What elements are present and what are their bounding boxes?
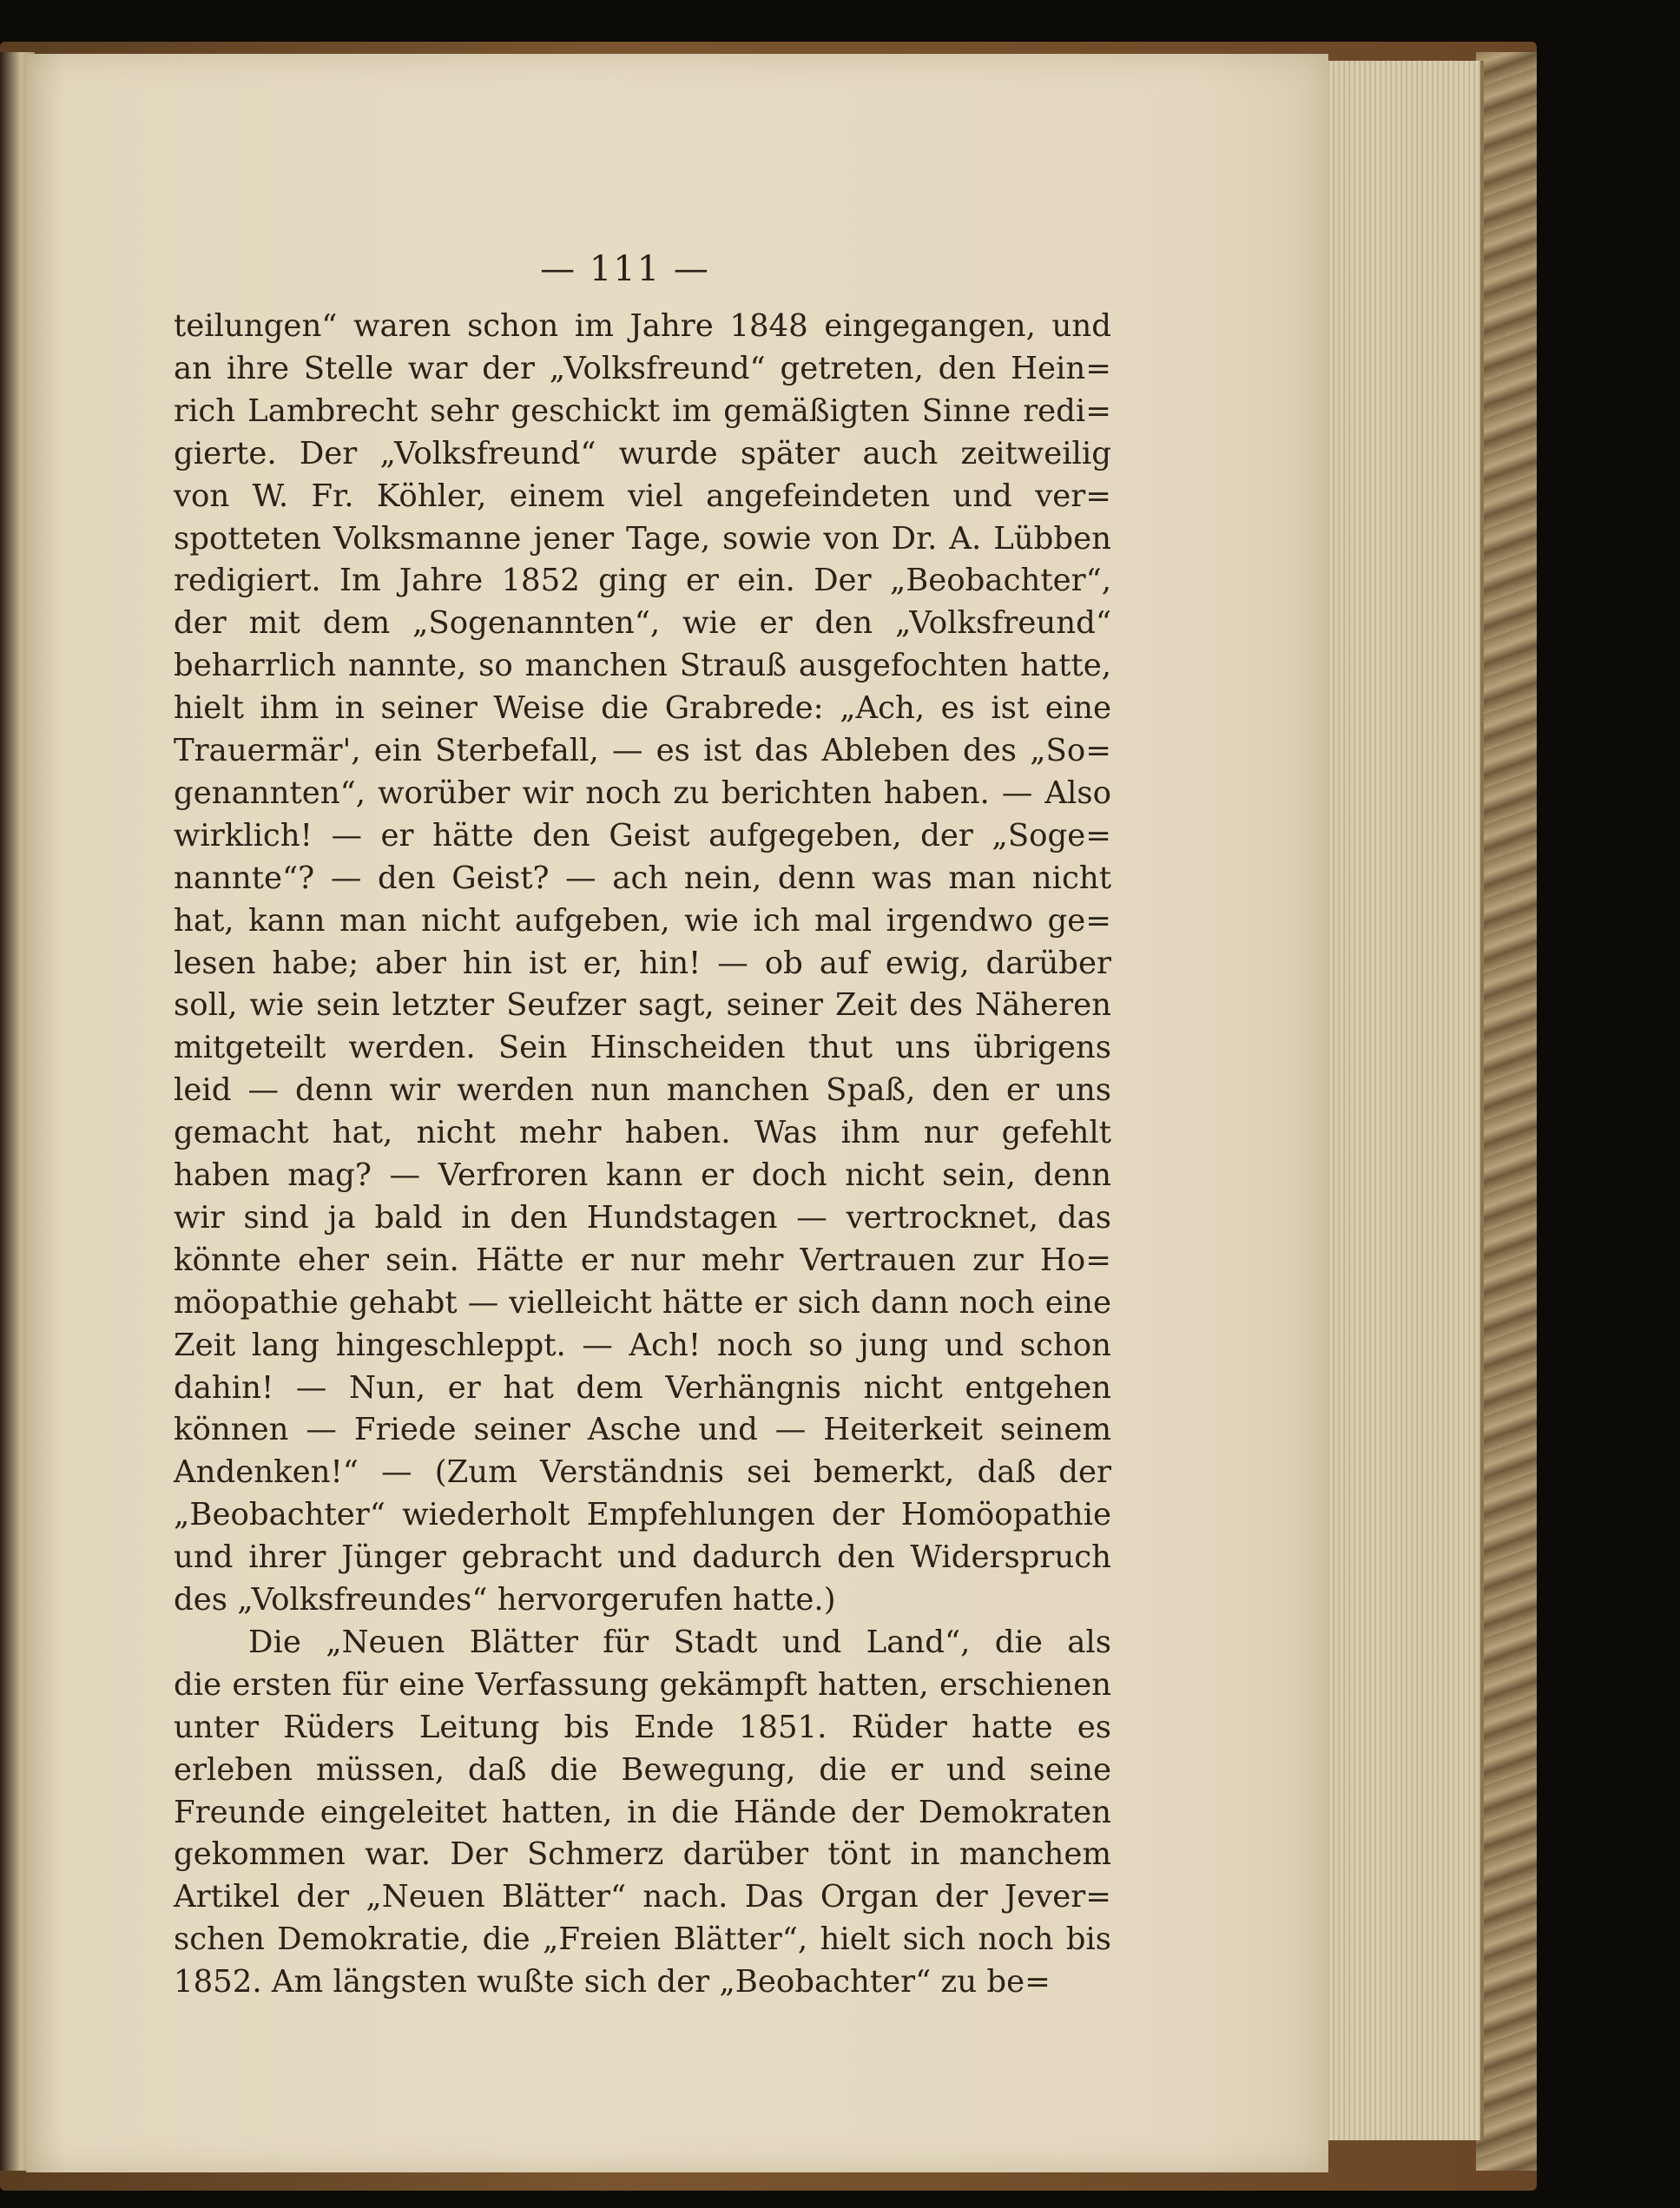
- text-line: nannte“? — den Geist? — ach nein, denn was man nicht: [174, 860, 1111, 896]
- text-line: möopathie gehabt — vielleicht hätte er sich dann noch eine: [174, 1284, 1111, 1321]
- text-line: von W. Fr. Köhler, einem viel angefeindeten und ver=: [174, 478, 1111, 514]
- text-line: hielt ihm in seiner Weise die Grabrede: „Ach, es ist eine: [174, 690, 1111, 727]
- text-line: unter Rüders Leitung bis Ende 1851. Rüder hatte es: [174, 1709, 1111, 1745]
- text-line: Die „Neuen Blätter für Stadt und Land“, die als: [248, 1624, 1111, 1660]
- text-line: Artikel der „Neuen Blätter“ nach. Das Organ der Jever=: [174, 1879, 1111, 1915]
- text-line: beharrlich nannte, so manchen Strauß ausgefochten hatte,: [174, 648, 1111, 684]
- text-line: Zeit lang hingeschleppt. — Ach! noch so jung und schon: [174, 1327, 1111, 1363]
- marbled-cover-edge: [1476, 52, 1537, 2171]
- text-line: „Beobachter“ wiederholt Empfehlungen der Homöopathie: [174, 1497, 1111, 1533]
- book-page: [26, 54, 1328, 2172]
- text-line: mitgeteilt werden. Sein Hinscheiden thut uns übrigens: [174, 1030, 1111, 1066]
- text-line: 1852. Am längsten wußte sich der „Beobachter“ zu be=: [174, 1964, 1051, 2000]
- text-line: wir sind ja bald in den Hundstagen — vertrocknet, das: [174, 1199, 1111, 1236]
- text-line: erleben müssen, daß die Bewegung, die er und seine: [174, 1751, 1111, 1788]
- text-line: leid — denn wir werden nun manchen Spaß, den er uns: [174, 1072, 1111, 1109]
- text-line: die ersten für eine Verfassung gekämpft hatten, erschienen: [174, 1666, 1111, 1703]
- text-line: können — Friede seiner Asche und — Heiterkeit seinem: [174, 1412, 1111, 1448]
- text-line: wirklich! — er hätte den Geist aufgegeben, der „Soge=: [174, 817, 1111, 854]
- text-line: Freunde eingeleitet hatten, in die Hände der Demokraten: [174, 1794, 1111, 1830]
- text-line: rich Lambrecht sehr geschickt im gemäßigten Sinne redi=: [174, 392, 1111, 429]
- text-line: und ihrer Jünger gebracht und dadurch den Widerspruch: [174, 1539, 1111, 1576]
- text-line: könnte eher sein. Hätte er nur mehr Vertrauen zur Ho=: [174, 1242, 1111, 1278]
- text-line: Trauermär', ein Sterbefall, — es ist das Ableben des „So=: [174, 733, 1111, 768]
- text-line: soll, wie sein letzter Seufzer sagt, seiner Zeit des Näheren: [174, 987, 1111, 1024]
- text-line: haben mag? — Verfroren kann er doch nicht sein, denn: [174, 1157, 1111, 1193]
- text-line: hat, kann man nicht aufgeben, wie ich mal irgendwo ge=: [174, 902, 1111, 939]
- page-text-block: [174, 54, 1111, 2051]
- text-line: redigiert. Im Jahre 1852 ging er ein. Der „Beobachter“,: [174, 563, 1111, 599]
- text-line: an ihre Stelle war der „Volksfreund“ getreten, den Hein=: [174, 350, 1111, 386]
- text-line: gemacht hat, nicht mehr haben. Was ihm nur gefehlt: [174, 1115, 1111, 1151]
- text-line: der mit dem „Sogenannten“, wie er den „Volksfreund“: [174, 605, 1111, 642]
- text-line: schen Demokratie, die „Freien Blätter“, hielt sich noch bis: [174, 1921, 1111, 1958]
- text-line: lesen habe; aber hin ist er, hin! — ob auf ewig, darüber: [174, 945, 1111, 981]
- text-line: Andenken!“ — (Zum Verständnis sei bemerkt, daß der: [174, 1454, 1111, 1491]
- text-line: gierte. Der „Volksfreund“ wurde später auch zeitweilig: [174, 435, 1111, 471]
- text-line: dahin! — Nun, er hat dem Verhängnis nicht entgehen: [174, 1369, 1111, 1406]
- text-line: genannten“, worüber wir noch zu berichten haben. — Also: [174, 774, 1111, 811]
- text-line: spotteten Volksmanne jener Tage, sowie von Dr. A. Lübben: [174, 520, 1111, 557]
- text-line: gekommen war. Der Schmerz darüber tönt in manchem: [174, 1836, 1111, 1873]
- page-number: — 111 —: [540, 249, 710, 289]
- text-line: teilungen“ waren schon im Jahre 1848 eingegangen, und: [174, 308, 1111, 344]
- text-line: des „Volksfreundes“ hervorgerufen hatte.): [174, 1582, 836, 1618]
